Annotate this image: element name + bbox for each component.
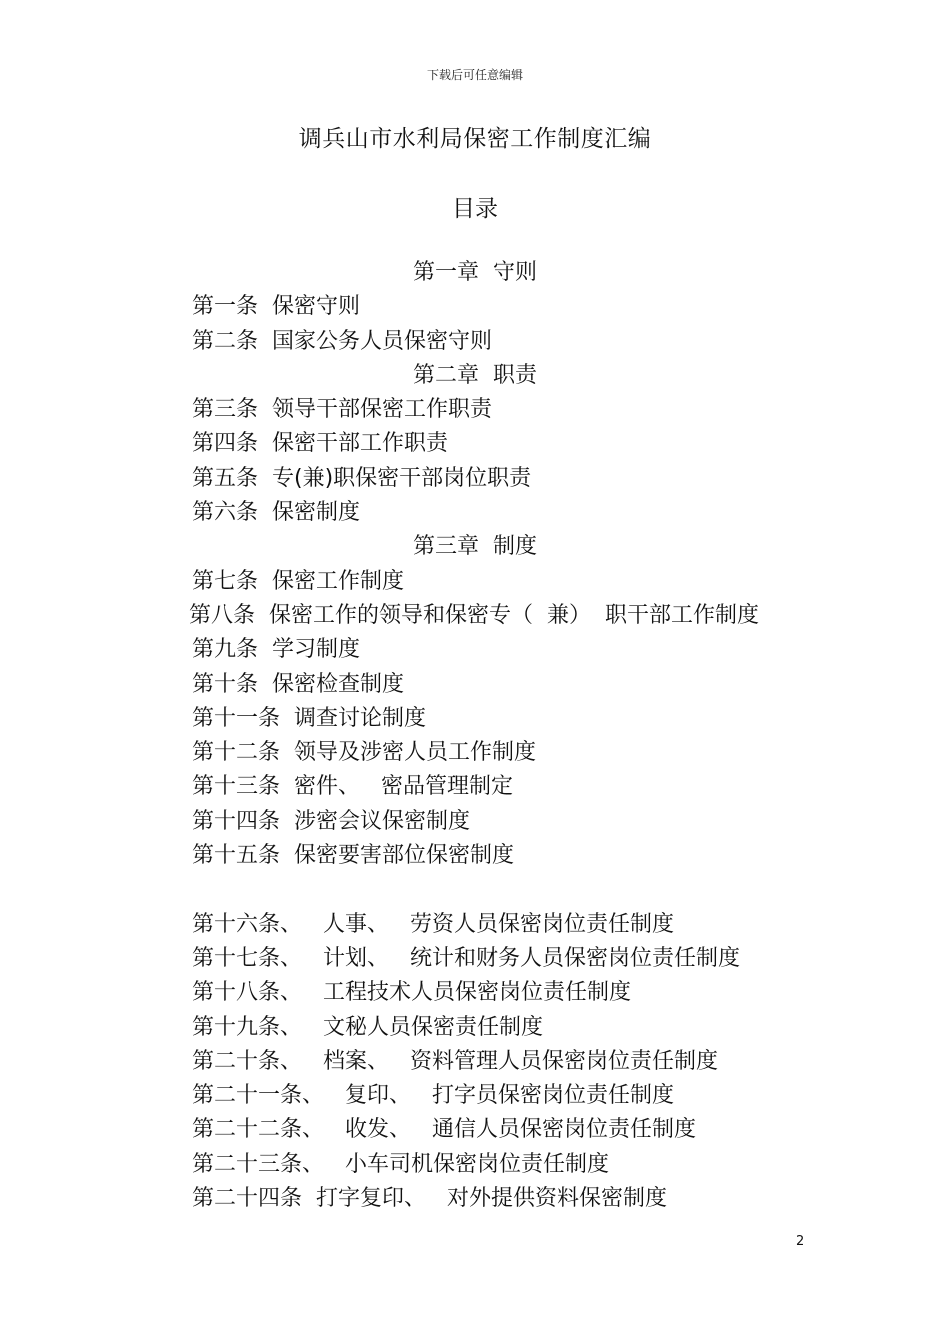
toc-item: 第十条 保密检查制度 [192, 671, 404, 697]
toc-item: 第十一条 调查讨论制度 [192, 705, 426, 731]
chapter-heading: 第三章 制度 [413, 534, 537, 560]
toc-item: 第六条 保密制度 [192, 500, 360, 526]
toc-item: 第二十三条、 小车司机保密岗位责任制度 [192, 1151, 609, 1177]
blank-line [0, 873, 950, 907]
page-number: 2 [796, 1234, 805, 1249]
toc-item: 第三条 领导干部保密工作职责 [192, 397, 492, 423]
chapter-heading: 第一章 守则 [413, 260, 537, 285]
toc-item: 第八条 保密工作的领导和保密专（ 兼） 职干部工作制度 [189, 602, 759, 628]
table-of-contents [0, 256, 950, 1216]
toc-item: 第十五条 保密要害部位保密制度 [192, 843, 514, 869]
toc-heading: 目录 [452, 196, 498, 222]
page-header: 下载后可任意编辑 [426, 68, 523, 82]
toc-item: 第一条 保密守则 [192, 294, 360, 320]
toc-item: 第二十一条、 复印、 打字员保密岗位责任制度 [192, 1083, 674, 1109]
toc-item: 第十二条 领导及涉密人员工作制度 [192, 740, 536, 766]
toc-item: 第九条 学习制度 [192, 637, 360, 663]
toc-item: 第十七条、 计划、 统计和财务人员保密岗位责任制度 [192, 945, 740, 971]
toc-item: 第十九条、 文秘人员保密责任制度 [192, 1014, 543, 1040]
document-title: 调兵山市水利局保密工作制度汇编 [298, 126, 652, 152]
toc-item: 第二十四条 打字复印、 对外提供资料保密制度 [192, 1186, 667, 1212]
toc-item: 第七条 保密工作制度 [192, 568, 404, 594]
chapter-heading: 第二章 职责 [413, 362, 537, 388]
toc-item: 第四条 保密干部工作职责 [192, 431, 448, 457]
toc-item: 第十四条 涉密会议保密制度 [192, 808, 470, 834]
toc-item: 第二条 国家公务人员保密守则 [192, 328, 492, 354]
toc-item: 第二十条、 档案、 资料管理人员保密岗位责任制度 [192, 1048, 718, 1074]
toc-item: 第二十二条、 收发、 通信人员保密岗位责任制度 [192, 1117, 696, 1143]
toc-item: 第十八条、 工程技术人员保密岗位责任制度 [192, 980, 631, 1006]
toc-item: 第十六条、 人事、 劳资人员保密岗位责任制度 [192, 911, 674, 937]
toc-item: 第五条 专(兼)职保密干部岗位职责 [192, 465, 532, 491]
toc-item: 第十三条 密件、 密品管理制定 [192, 774, 513, 800]
